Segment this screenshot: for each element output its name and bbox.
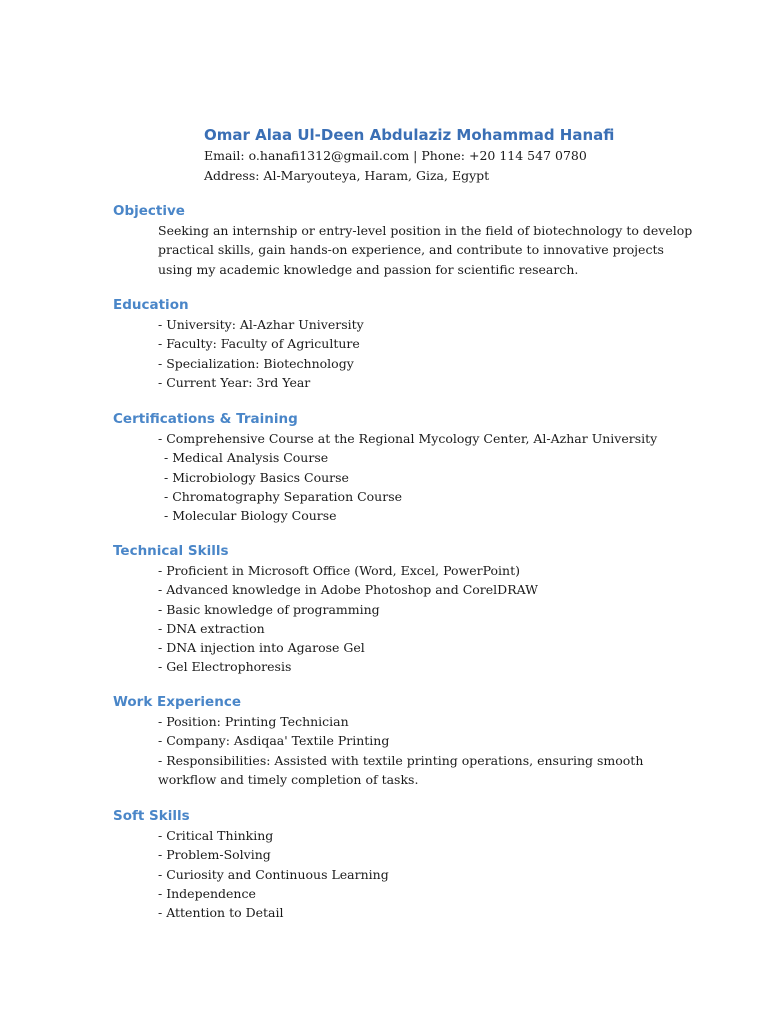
objective-heading: Objective [113, 203, 185, 219]
certification-sub-item: - Chromatography Separation Course [164, 488, 403, 504]
technical-skill-item: - Basic knowledge of programming [158, 601, 380, 617]
objective-section [113, 201, 693, 279]
objective-line: using my academic knowledge and passion for scientific research. [158, 261, 579, 277]
soft-skill-item: - Curiosity and Continuous Learning [158, 866, 389, 882]
soft-skill-item: - Attention to Detail [158, 905, 284, 921]
education-item: - Faculty: Faculty of Agriculture [158, 336, 360, 352]
contact-info: Email: o.hanafi1312@gmail.com | Phone: +20 114 547 0780 [204, 148, 587, 163]
resume-header [204, 124, 724, 185]
technical-skills-section [113, 541, 673, 677]
education-item: - University: Al-Azhar University [158, 317, 364, 332]
technical-skill-item: - DNA extraction [158, 620, 265, 636]
education-item: - Specialization: Biotechnology [158, 355, 354, 371]
address-info: Address: Al-Maryouteya, Haram, Giza, Egypt [204, 167, 490, 183]
soft-skill-item: - Independence [158, 885, 256, 901]
objective-line: practical skills, gain hands-on experience, and contribute to innovative projects [158, 242, 664, 258]
technical-skill-item: - Proficient in Microsoft Office (Word, Excel, PowerPoint) [158, 563, 520, 578]
certification-sub-item: - Microbiology Basics Course [164, 469, 349, 485]
soft-skill-item: - Critical Thinking [158, 828, 274, 843]
certifications-list [158, 429, 673, 525]
work-experience-item: workflow and timely completion of tasks. [158, 771, 419, 787]
work-experience-item: - Position: Printing Technician [158, 714, 349, 729]
education-section [113, 295, 673, 392]
technical-skills-heading: Technical Skills [113, 543, 229, 559]
soft-skill-item: - Problem-Solving [158, 847, 271, 863]
technical-skill-item: - Advanced knowledge in Adobe Photoshop and CorelDRAW [158, 582, 538, 598]
education-item: - Current Year: 3rd Year [158, 374, 311, 390]
work-experience-item: - Company: Asdiqaa' Textile Printing [158, 733, 390, 749]
education-heading: Education [113, 297, 189, 313]
technical-skills-list [158, 561, 673, 677]
objective-body [158, 221, 693, 279]
soft-skills-list [158, 826, 673, 922]
objective-line: Seeking an internship or entry-level position in the field of biotechnology to develop [158, 223, 693, 238]
technical-skill-item: - Gel Electrophoresis [158, 659, 292, 675]
certifications-heading: Certifications & Training [113, 411, 298, 427]
work-experience-section [113, 692, 673, 789]
certification-sub-item: - Molecular Biology Course [164, 508, 337, 524]
work-experience-heading: Work Experience [113, 694, 241, 710]
technical-skill-item: - DNA injection into Agarose Gel [158, 640, 365, 656]
certifications-section [113, 409, 673, 525]
education-list [158, 315, 673, 392]
soft-skills-section [113, 806, 673, 922]
certification-main-item: - Comprehensive Course at the Regional Mycology Center, Al-Azhar University [158, 431, 658, 446]
work-experience-list [158, 712, 673, 789]
soft-skills-heading: Soft Skills [113, 808, 190, 824]
certification-sub-item: - Medical Analysis Course [164, 450, 329, 466]
work-experience-item: - Responsibilities: Assisted with textile printing operations, ensuring smooth [158, 752, 644, 768]
candidate-name: Omar Alaa Ul-Deen Abdulaziz Mohammad Hanafi [204, 126, 615, 144]
